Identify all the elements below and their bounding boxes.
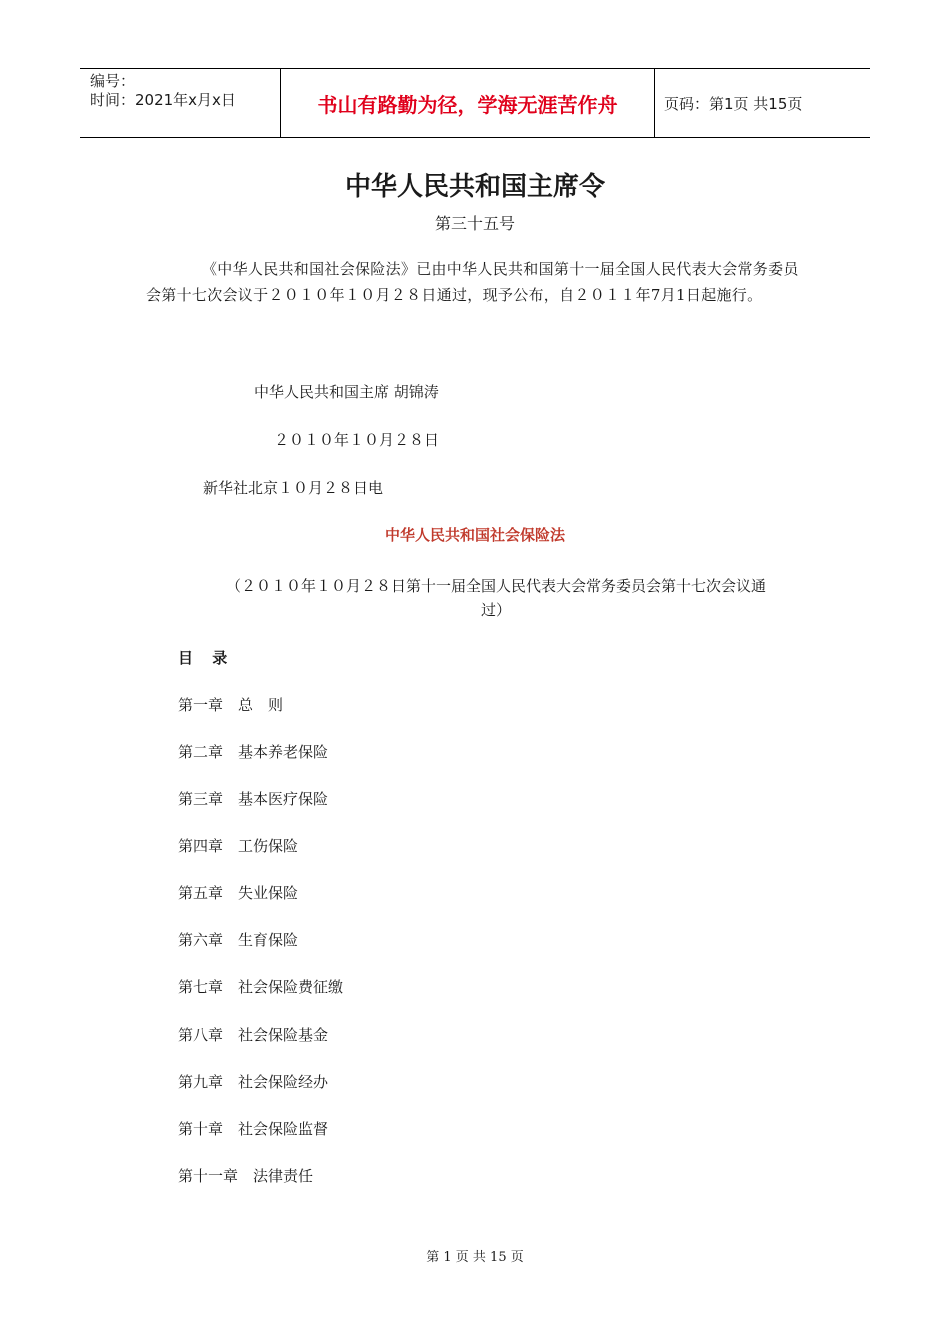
time-label: 时间：2021年x月x日 [90, 91, 236, 109]
document-title: 中华人民共和国主席令 [344, 172, 605, 202]
toc-item: 第四章 工伤保险 [178, 837, 299, 855]
toc-item: 第三章 基本医疗保险 [178, 790, 329, 808]
preamble-paragraph: 《中华人民共和国社会保险法》已由中华人民共和国第十一届全国人民代表大会常务委员会第十七次会议于２０１０年１０月２８日通过，现予公布，自２０１１年7月1日起施行。 [146, 260, 799, 304]
motto: 书山有路勤为径，学海无涯苦作舟 [280, 69, 655, 137]
toc-item: 第二章 基本养老保险 [178, 743, 329, 761]
header-meta [80, 69, 280, 137]
adoption-line-2: 过） [480, 601, 511, 619]
adoption-note [186, 574, 806, 622]
toc-item: 第七章 社会保险费征缴 [178, 978, 344, 996]
toc-title: 目 录 [178, 649, 228, 667]
signatory: 中华人民共和国主席 胡锦涛 [254, 383, 439, 401]
toc-item: 第九章 社会保险经办 [178, 1073, 329, 1091]
order-number: 第三十五号 [434, 214, 515, 233]
adoption-line-1: （２０１０年１０月２８日第十一届全国人民代表大会常务委员会第十七次会议通 [225, 577, 766, 595]
toc-item: 第六章 生育保险 [178, 931, 299, 949]
page-footer: 第 1 页 共 15 页 [426, 1250, 524, 1265]
document-header [80, 68, 870, 138]
law-title: 中华人民共和国社会保险法 [384, 526, 565, 544]
toc-item: 第五章 失业保险 [178, 884, 299, 902]
toc-item: 第一章 总 则 [178, 696, 284, 714]
toc-item: 第十一章 法律责任 [178, 1167, 314, 1185]
toc-item: 第八章 社会保险基金 [178, 1026, 329, 1044]
dateline: 新华社北京１０月２８日电 [203, 479, 384, 497]
number-label: 编号： [90, 72, 136, 90]
sign-date: ２０１０年１０月２８日 [274, 431, 440, 449]
page-info: 页码：第1页 共15页 [664, 94, 803, 113]
toc-item: 第十章 社会保险监督 [178, 1120, 329, 1138]
